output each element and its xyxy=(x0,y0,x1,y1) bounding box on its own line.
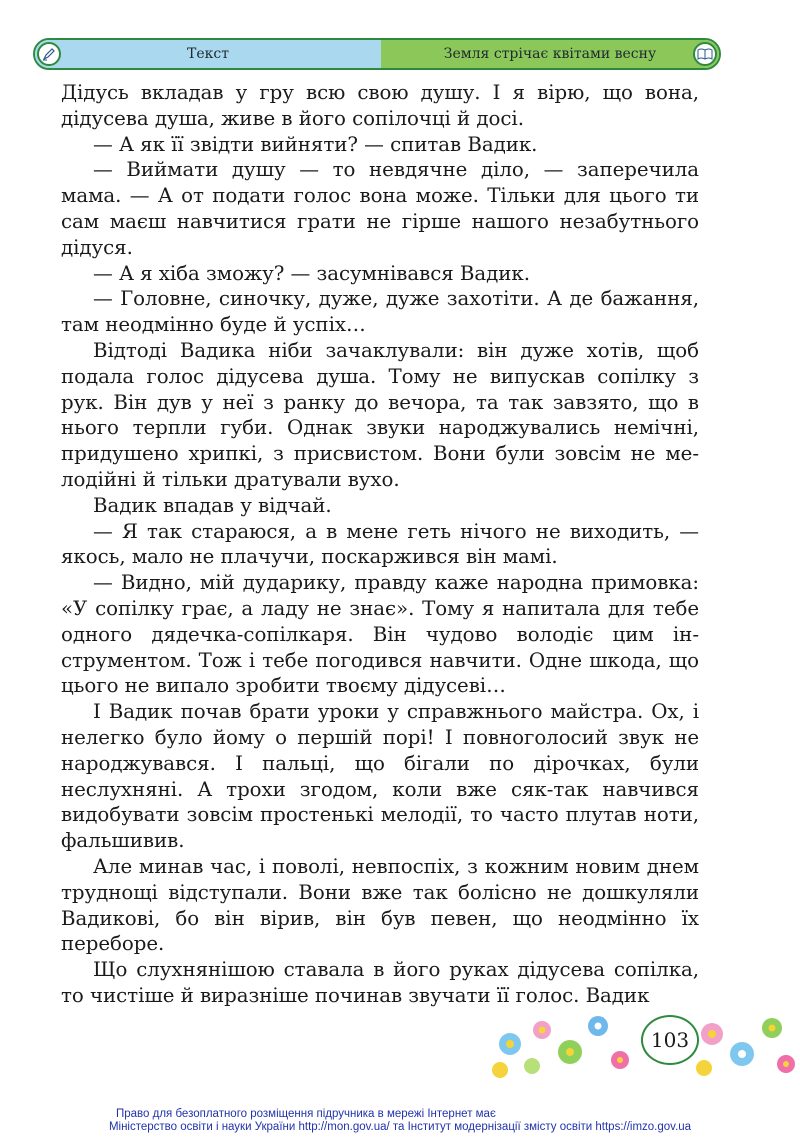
footer-line-2: Міністерство освіти і науки України http://mon.gov.ua/ та Інститут модернізації змісту освіти https://imzo.gov.ua xyxy=(108,1121,692,1133)
paragraph: — Головне, синочку, дуже, дуже захотіти. А де бажання, там неодмінно буде й успіх… xyxy=(61,287,699,337)
header-left-title: Текст xyxy=(187,46,229,62)
footer-line-1: Право для безоплатного розміщення підручника в мережі Інтернет має xyxy=(116,1108,496,1120)
page-number-badge xyxy=(641,1015,699,1065)
page-number: 103 xyxy=(650,1028,690,1052)
paragraph: — Виймати душу — то невдячне діло, — заперечила мама. — А от подати голос вона може. Тільки для цього ти сам маєш навчитися грати не гірше нашого незабутнього дідуся. xyxy=(61,158,699,259)
paragraph: Відтоді Вадика ніби зачаклували: він дуже хотів, щоб подала голос дідусева душа. Тому не випускав сопілку з рук. Він дув у неї з ранку до вечора, та так завзято, що в нього терпли губи. Однак звуки народжувались немічні, придушено хрипкі, з присвистом. Вони були зовсім не мелодійні й тільки дратували вухо. xyxy=(61,338,699,491)
paragraph: — Я так стараюся, а в мене геть нічого не виходить, — якось, мало не плачучи, поскаржився він мамі. xyxy=(61,519,699,569)
pen-icon xyxy=(37,42,61,66)
paragraph: Вадик впадав у відчай. xyxy=(93,493,332,517)
header-right-title: Земля стрічає квітами весну xyxy=(443,46,657,62)
book-icon xyxy=(693,42,717,66)
paragraph: Але минав час, і поволі, невпоспіх, з кожним новим днем труднощі відступали. Вони вже так болісно не дошкуляли Вадикові, бо він вірив, він був певен, що неодмінно їх переборе. xyxy=(61,854,699,956)
paragraph: — А як її звідти вийняти? — спитав Вадик. xyxy=(93,132,538,156)
header-section-left xyxy=(35,40,381,68)
page-header xyxy=(33,38,721,70)
footer-notice xyxy=(0,1108,800,1134)
paragraph: Дідусь вкладав у гру всю свою душу. І я вірю, що вона, дідусева душа, живе в його сопілочці й досі. xyxy=(61,81,699,130)
header-section-right xyxy=(381,40,719,68)
paragraph: — Видно, мій дударику, правду каже народна примовка: «У сопілку грає, а ладу не знає». Тому я напитала для тебе одного дядечка-сопілкаря. Він чудово володіє цим інструментом. Тож і тебе погодився навчити. Одне шкода, що цього не випало зробити твоєму дідусеві… xyxy=(61,571,699,698)
text-body xyxy=(61,80,699,1009)
paragraph: І Вадик почав брати уроки у справжнього майстра. Ох, і нелегко було йому о першій порі! І повноголосий звук не народжувався. І пальці, що бігали по дірочках, були неслухняні. А трохи згодом, коли вже сяк-так навчився видобувати зовсім простенькі мелодії, то часто плутав ноти, фальшивив. xyxy=(61,700,699,853)
paragraph: — А я хіба зможу? — засумнівався Вадик. xyxy=(93,261,530,285)
flower-decoration xyxy=(480,1004,800,1084)
paragraph: Що слухнянішою ставала в його руках дідусева сопілка, то чистіше й виразніше починав звучати її голос. Вадик xyxy=(61,958,699,1007)
